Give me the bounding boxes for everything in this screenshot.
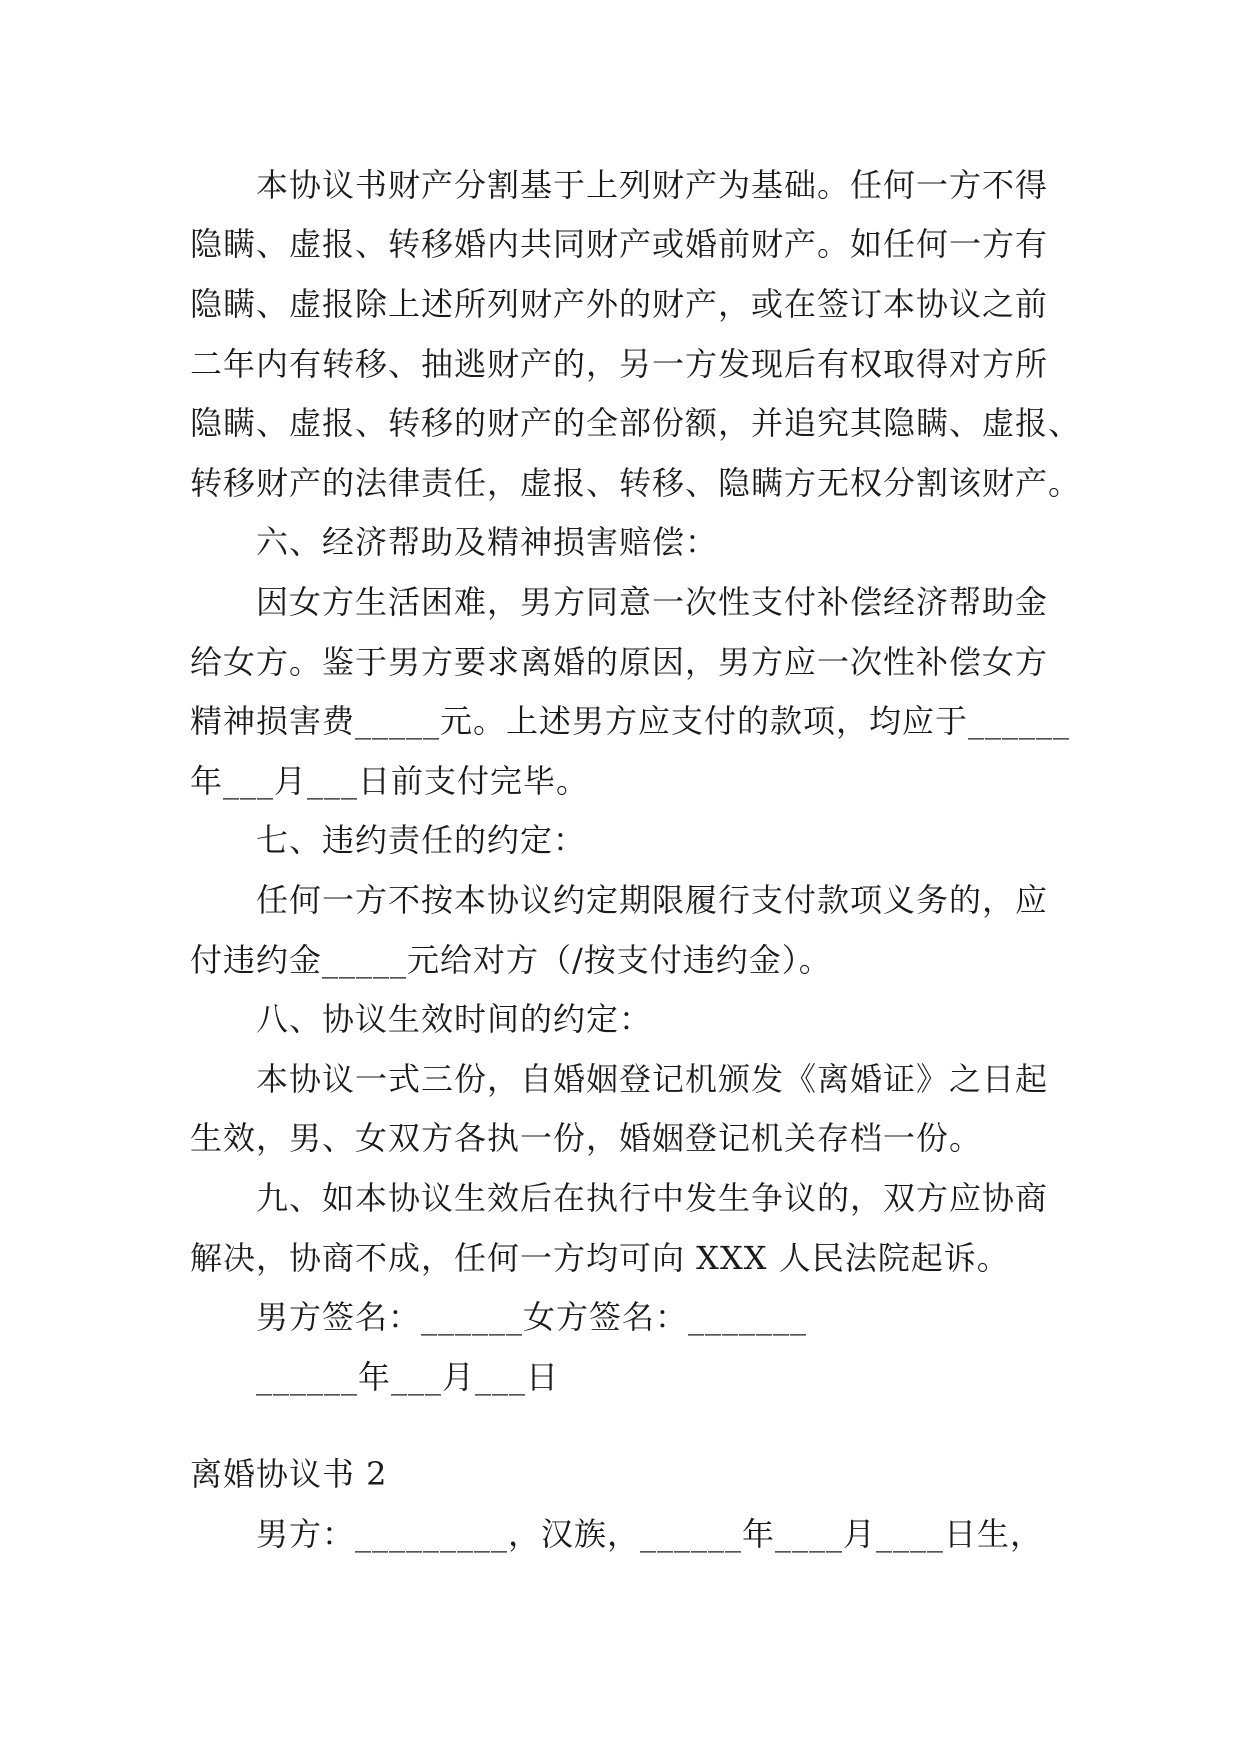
paragraph-line: 二年内有转移、抽逃财产的，另一方发现后有权取得对方所 <box>190 345 1049 383</box>
paragraph-line: 转移财产的法律责任，虚报、转移、隐瞒方无权分割该财产。 <box>190 464 1082 502</box>
paragraph-line: 解决，协商不成，任何一方均可向 XXX 人民法院起诉。 <box>190 1239 1010 1277</box>
paragraph-line: 本协议一式三份，自婚姻登记机颁发《离婚证》之日起 <box>256 1060 1049 1098</box>
paragraph-line: 男方：_________，汉族，______年____月____日生， <box>256 1515 1044 1553</box>
paragraph-line: 付违约金_____元给对方（/按支付违约金）。 <box>190 941 832 979</box>
paragraph-line: 精神损害费_____元。上述男方应支付的款项，均应于______ <box>190 702 1071 740</box>
section-heading: 七、违约责任的约定： <box>256 821 587 859</box>
date-line: ______年___月___日 <box>256 1358 560 1396</box>
paragraph-line: 任何一方不按本协议约定期限履行支付款项义务的，应 <box>256 881 1049 919</box>
paragraph-line: 九、如本协议生效后在执行中发生争议的，双方应协商 <box>256 1179 1049 1217</box>
paragraph-line: 隐瞒、虚报、转移婚内共同财产或婚前财产。如任何一方有 <box>190 225 1049 263</box>
paragraph-line: 隐瞒、虚报、转移的财产的全部份额，并追究其隐瞒、虚报、 <box>190 404 1082 442</box>
section-heading: 八、协议生效时间的约定： <box>256 1000 653 1038</box>
paragraph-line: 因女方生活困难，男方同意一次性支付补偿经济帮助金 <box>256 583 1049 621</box>
section-heading: 六、经济帮助及精神损害赔偿： <box>256 523 719 561</box>
paragraph-line: 生效，男、女双方各执一份，婚姻登记机关存档一份。 <box>190 1119 983 1157</box>
signature-line: 男方签名：______女方签名：_______ <box>256 1298 808 1336</box>
paragraph-line: 本协议书财产分割基于上列财产为基础。任何一方不得 <box>256 166 1049 204</box>
paragraph-line: 隐瞒、虚报除上述所列财产外的财产，或在签订本协议之前 <box>190 285 1049 323</box>
document-title: 离婚协议书 2 <box>190 1455 388 1493</box>
paragraph-line: 给女方。鉴于男方要求离婚的原因，男方应一次性补偿女方 <box>190 643 1049 681</box>
paragraph-line: 年___月___日前支付完毕。 <box>190 762 590 800</box>
